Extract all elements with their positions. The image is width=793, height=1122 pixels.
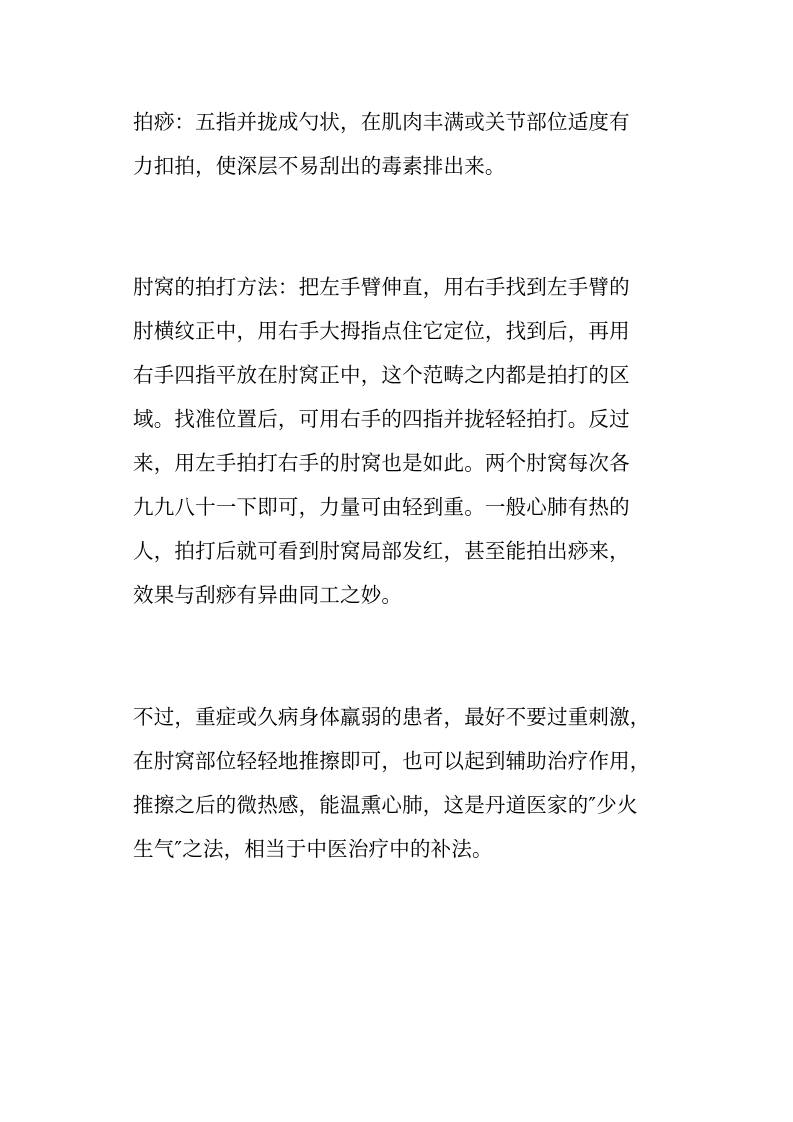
text-line: 来，用左手拍打右手的肘窝也是如此。两个肘窝每次各 [133,451,630,475]
paragraph-elbow-method [133,265,693,617]
text-line: 效果与刮痧有异曲同工之妙。 [133,583,403,607]
text-line: 九九八十一下即可，力量可由轻到重。一般心肺有热的 [133,495,630,519]
paragraph-caution [133,695,693,871]
text-line: 肘窝的拍打方法：把左手臂伸直，用右手找到左手臂的 [133,275,630,299]
text-line: 推擦之后的微热感，能温熏心肺，这是丹道医家的″少火 [133,793,638,817]
text-line: 人，拍打后就可看到肘窝局部发红，甚至能拍出痧来， [133,539,630,563]
paragraph-patting [133,100,693,188]
text-line: 右手四指平放在肘窝正中，这个范畴之内都是拍打的区 [133,363,630,387]
text-line: 在肘窝部位轻轻地推擦即可，也可以起到辅助治疗作用， [133,749,651,773]
text-line: 域。找准位置后，可用右手的四指并拢轻轻拍打。反过 [133,407,630,431]
text-line: 力扣拍，使深层不易刮出的毒素排出来。 [133,154,506,178]
text-line: 拍痧：五指并拢成勺状，在肌肉丰满或关节部位适度有 [133,110,630,134]
text-line: 生气″之法，相当于中医治疗中的补法。 [133,837,493,861]
text-line: 不过，重症或久病身体羸弱的患者，最好不要过重刺激， [133,705,651,729]
text-line: 肘横纹正中，用右手大拇指点住它定位，找到后，再用 [133,319,630,343]
